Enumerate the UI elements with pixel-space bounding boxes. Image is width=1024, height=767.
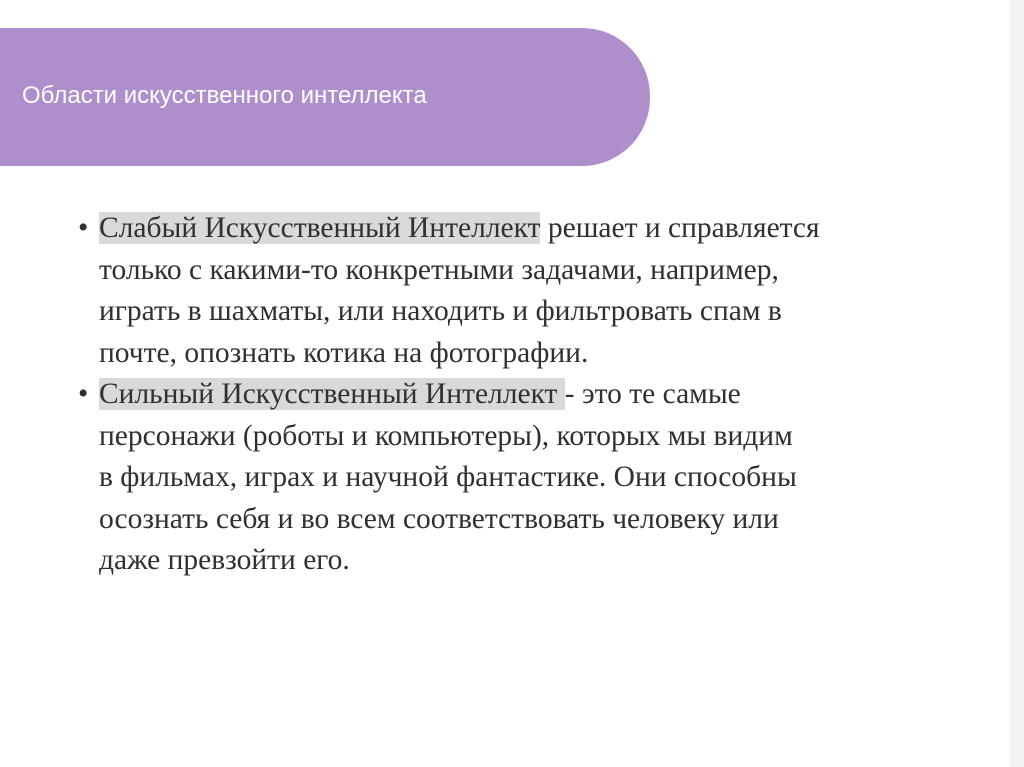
bullet-icon: •	[78, 378, 89, 410]
slide-title: Области искусственного интеллекта	[22, 82, 427, 109]
bullet-item-strong-ai	[78, 374, 958, 582]
bullet-list	[78, 208, 958, 582]
text-line: осознать себя и во всем соответствовать человеку или	[99, 502, 779, 535]
highlighted-term: Слабый Искусственный Интеллект	[99, 212, 541, 244]
text-fragment: - это те самые	[564, 378, 741, 410]
highlighted-term: Сильный Искусственный Интеллект	[99, 378, 565, 410]
text-line: в фильмах, играх и научной фантастике. Они способны	[99, 461, 797, 493]
text-fragment: решает и справляется	[540, 212, 820, 244]
text-line	[99, 374, 958, 416]
text-line	[99, 208, 958, 250]
bullet-icon: •	[78, 212, 89, 244]
text-line: только с какими-то конкретными задачами, например,	[99, 253, 779, 286]
text-line: персонажи (роботы и компьютеры), которых мы видим	[99, 419, 793, 452]
text-line: играть в шахматы, или находить и фильтровать спам в	[99, 295, 782, 327]
text-line: почте, опознать котика на фотографии.	[99, 336, 589, 369]
text-line: даже превзойти его.	[99, 544, 350, 576]
bullet-item-weak-ai	[78, 208, 958, 374]
